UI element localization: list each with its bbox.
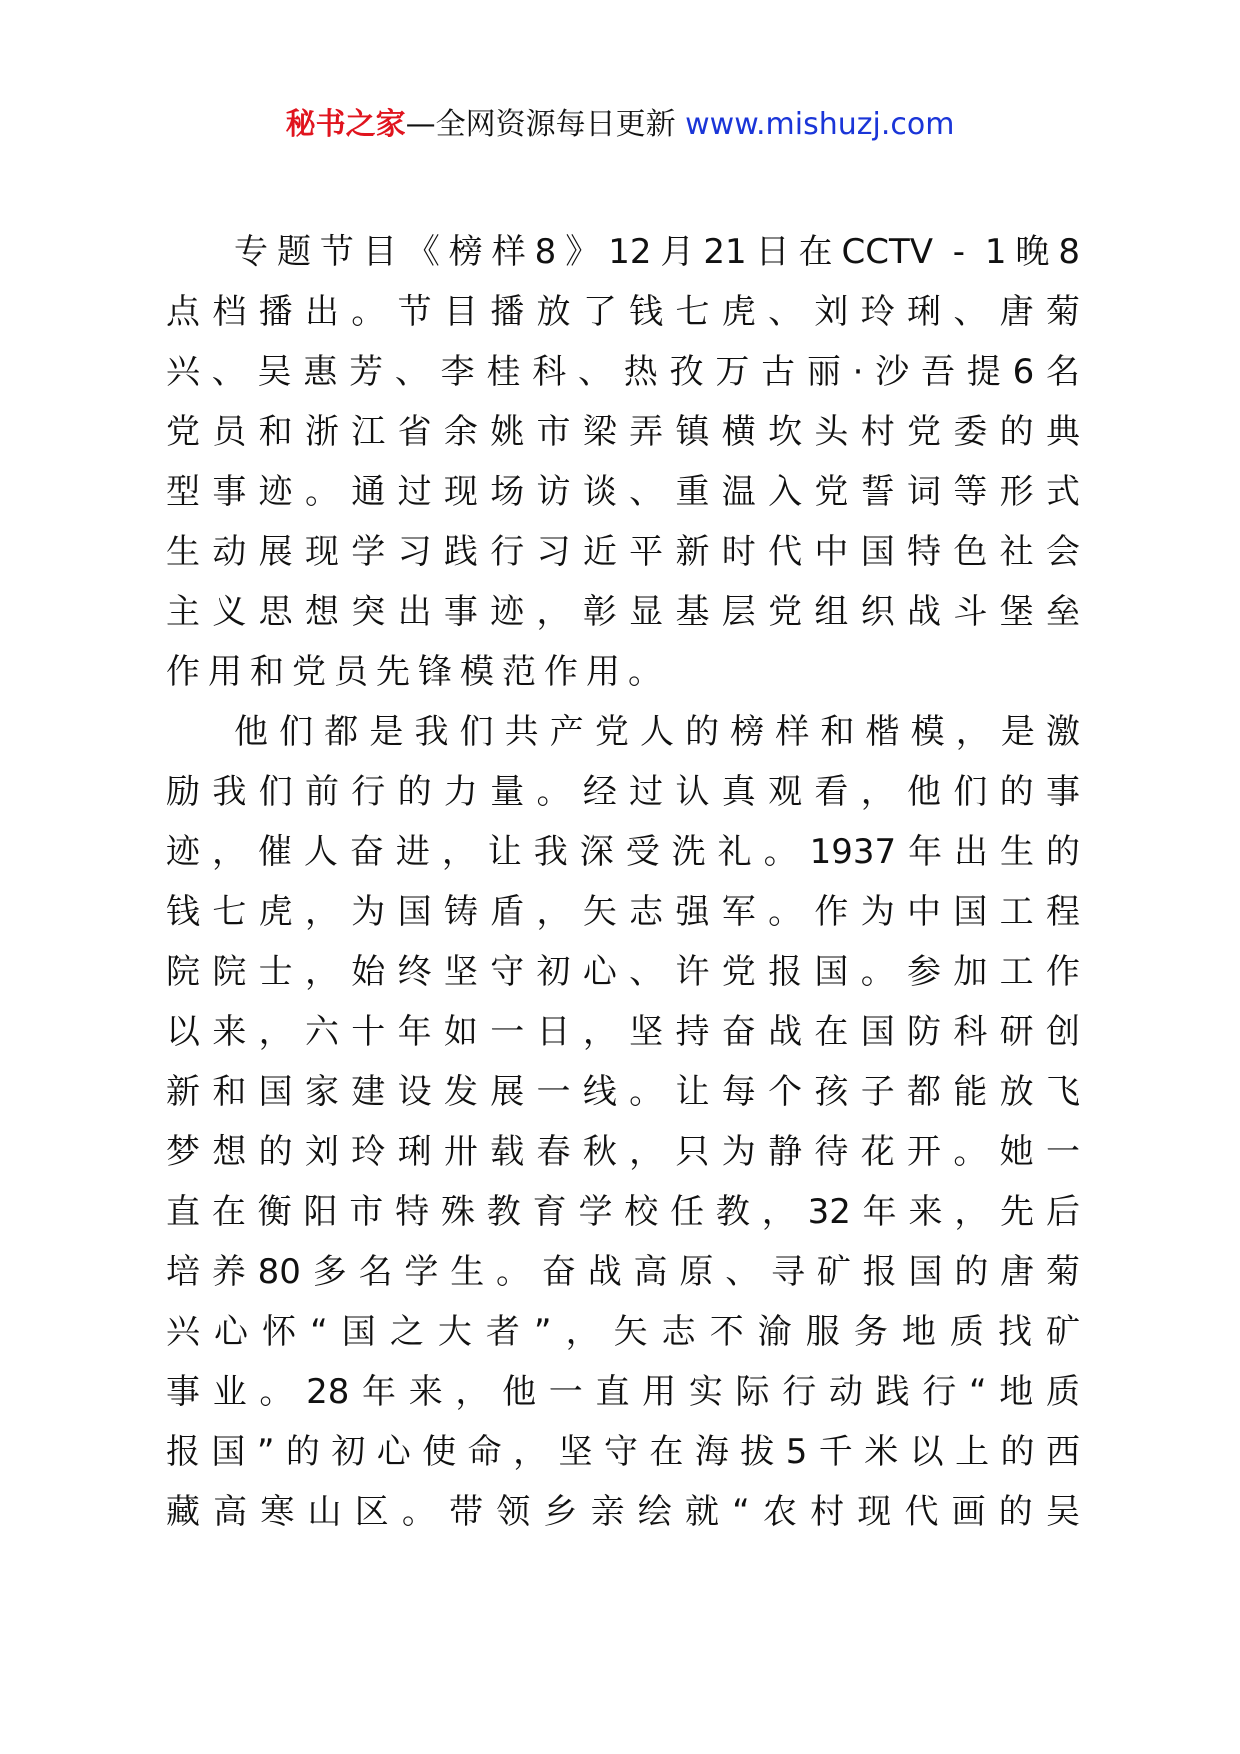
text-line: 以来，六十年如一日，坚持奋战在国防科研创 — [166, 1012, 1080, 1052]
text-line: 励我们前行的力量。经过认真观看，他们的事 — [166, 772, 1080, 812]
text-line: 兴、吴惠芳、李桂科、热孜万古丽·沙吾提6名 — [166, 352, 1080, 392]
text-line: 事业。28年来，他一直用实际行动践行“地质 — [166, 1372, 1080, 1412]
text-line: 培养80多名学生。奋战高原、寻矿报国的唐菊 — [166, 1252, 1080, 1292]
text-line: 党员和浙江省余姚市梁弄镇横坎头村党委的典 — [166, 412, 1080, 452]
text-line: 钱七虎，为国铸盾，矢志强军。作为中国工程 — [166, 892, 1080, 932]
text-line: 迹，催人奋进，让我深受洗礼。1937年出生的 — [166, 832, 1080, 872]
text-line: 主义思想突出事迹，彰显基层党组织战斗堡垒 — [166, 592, 1080, 632]
page-header — [0, 100, 1240, 150]
text-line: 梦想的刘玲琍卅载春秋，只为静待花开。她一 — [166, 1132, 1080, 1172]
brand-name: 秘书之家 — [285, 107, 406, 142]
text-line: 藏高寒山区。带领乡亲绘就“农村现代画的吴 — [166, 1492, 1080, 1532]
text-line: 报国”的初心使命，坚守在海拔5千米以上的西 — [166, 1432, 1080, 1472]
text-line: 兴心怀“国之大者”，矢志不渝服务地质找矿 — [166, 1312, 1080, 1352]
text-line: 他们都是我们共产党人的榜样和楷模，是激 — [234, 712, 1080, 752]
text-line: 新和国家建设发展一线。让每个孩子都能放飞 — [166, 1072, 1080, 1112]
article-body — [166, 222, 1080, 1542]
text-line: 直在衡阳市特殊教育学校任教，32年来，先后 — [166, 1192, 1080, 1232]
text-line: 作用和党员先锋模范作用。 — [166, 652, 670, 692]
site-url-link[interactable]: www.mishuzj.com — [685, 107, 955, 142]
text-line: 型事迹。通过现场访谈、重温入党誓词等形式 — [166, 472, 1080, 512]
text-line: 专题节目《榜样8》12月21日在CCTV - 1晚8 — [234, 232, 1080, 272]
paragraph-2 — [166, 702, 1080, 1542]
paragraph-1 — [166, 222, 1080, 702]
header-tagline: —全网资源每日更新 — [405, 107, 686, 142]
text-line: 生动展现学习践行习近平新时代中国特色社会 — [166, 532, 1080, 572]
text-line: 院院士，始终坚守初心、许党报国。参加工作 — [166, 952, 1080, 992]
text-line: 点档播出。节目播放了钱七虎、刘玲琍、唐菊 — [166, 292, 1080, 332]
